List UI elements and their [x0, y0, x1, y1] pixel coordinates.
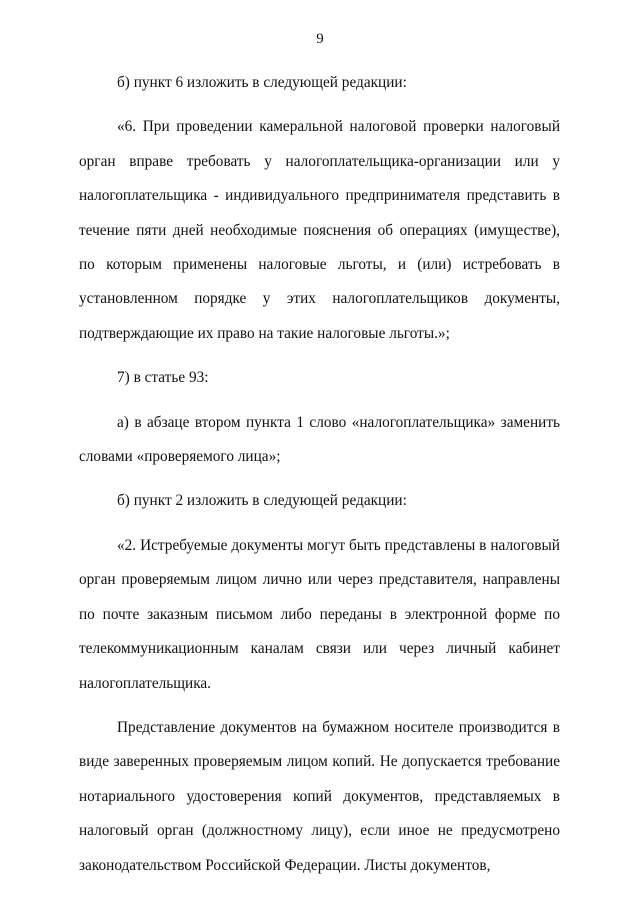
paragraph-clause-2-text: «2. Истребуемые документы могут быть представлены в налоговый орган проверяемым лицом лично или через представителя, направлены по почте заказным письмом либо переданы в электронной форме по телекоммуникационным каналам связи или через личный кабинет налогоплательщика.	[79, 536, 560, 692]
paragraph-article-93-heading: 7) в статье 93:	[117, 369, 209, 387]
paragraph-subpoint-a: а) в абзаце втором пункта 1 слово «налогоплательщика» заменить словами «проверяемого лица»;	[79, 413, 560, 466]
paragraph-clause-6-text: «6. При проведении камеральной налоговой проверки налоговый орган вправе требовать у налогоплательщика-организации или у налогоплательщика - индивидуального предпринимателя представить в течение пяти дней необходимые пояснения об операциях (имуществе), по которым применены налоговые льготы, и (или) истребовать в установленном порядке у этих налогоплательщиков документы, подтверждающие их право на такие налоговые льготы.»;	[79, 118, 560, 342]
paragraph-subpoint-b-intro: б) пункт 6 изложить в следующей редакции:	[117, 74, 407, 91]
document-body	[79, 66, 560, 883]
paragraph-paper-documents: Представление документов на бумажном носителе производится в виде заверенных проверяемым лицом копий. Не допускается требование нотариального удостоверения копий документов, представляемых в налоговый орган (должностному лицу), если иное не предусмотрено законодательством Российской Федерации. Листы документов,	[79, 718, 560, 874]
page-number: 9	[316, 31, 324, 47]
paragraph-subpoint-b-point-2: б) пункт 2 изложить в следующей редакции:	[117, 492, 407, 510]
